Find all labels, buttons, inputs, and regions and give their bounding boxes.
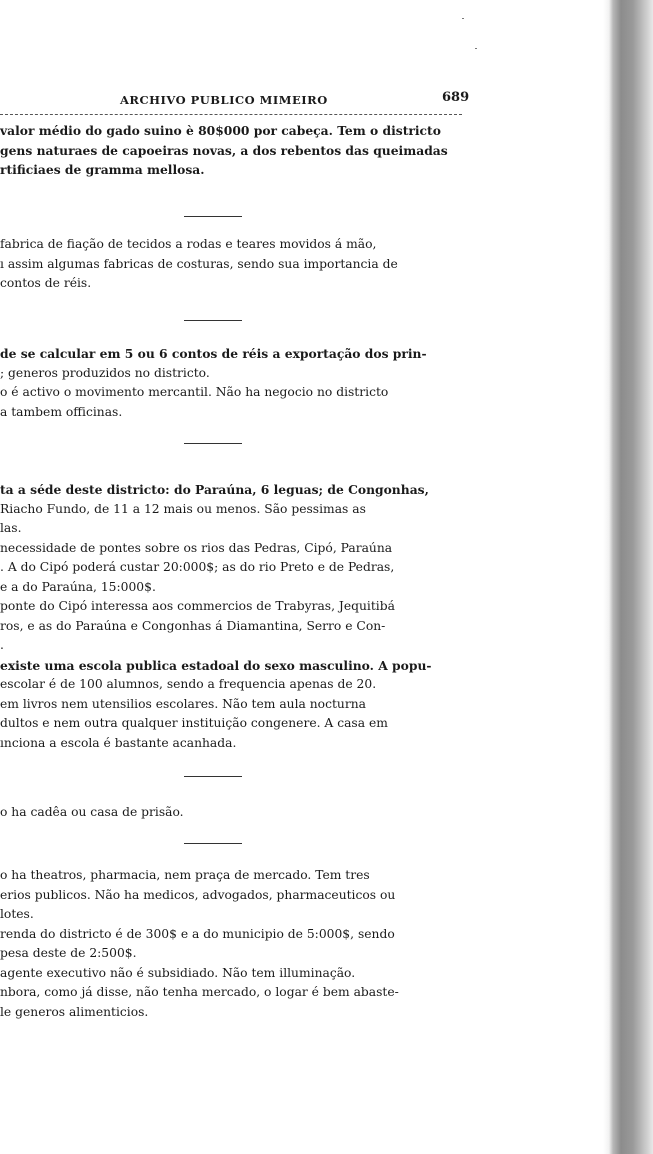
text-line: Riacho Fundo, de 11 a 12 mais ou menos. São pessimas as bbox=[0, 501, 366, 516]
section-separator bbox=[184, 776, 242, 777]
text-line: . bbox=[0, 638, 4, 652]
text-line: nbora, como já disse, não tenha mercado, o logar é bem abaste- bbox=[0, 985, 399, 999]
paragraph-livestock bbox=[0, 121, 470, 180]
paragraph-roads-schools bbox=[0, 480, 470, 753]
text-line: le generos alimenticios. bbox=[0, 1004, 149, 1019]
text-line: em livros nem utensilios escolares. Não tem aula nocturna bbox=[0, 696, 366, 711]
text-line: rtificiaes de gramma mellosa. bbox=[0, 162, 205, 177]
text-line: o ha theatros, pharmacia, nem praça de mercado. Tem tres bbox=[0, 868, 370, 882]
header-rule bbox=[0, 114, 462, 115]
paragraph-industry bbox=[0, 235, 470, 294]
text-line: ponte do Cipó interessa aos commercios de Trabyras, Jequitibá bbox=[0, 599, 395, 613]
section-separator bbox=[184, 320, 242, 321]
running-header-title: ARCHIVO PUBLICO MIMEIRO bbox=[120, 93, 328, 107]
section-separator bbox=[184, 216, 242, 217]
text-line: . A do Cipó poderá custar 20:000$; as do rio Preto e de Pedras, bbox=[0, 560, 395, 574]
text-line: ı assim algumas fabricas de costuras, sendo sua importancia de bbox=[0, 256, 398, 271]
text-line: fabrica de fiação de tecidos a rodas e teares movidos á mão, bbox=[0, 237, 377, 251]
text-line: dultos e nem outra qualquer instituição congenere. A casa em bbox=[0, 716, 388, 730]
section-separator bbox=[184, 443, 242, 444]
text-line: de se calcular em 5 ou 6 contos de réis a exportação dos prin- bbox=[0, 346, 427, 361]
text-line: o é activo o movimento mercantil. Não ha negocio no districto bbox=[0, 385, 389, 399]
text-line: pesa deste de 2:500$. bbox=[0, 946, 137, 960]
text-line: renda do districto é de 300$ e a do municipio de 5:000$, sendo bbox=[0, 926, 395, 941]
text-line: a tambem officinas. bbox=[0, 404, 123, 419]
text-line: ros, e as do Paraúna e Congonhas á Diamantina, Serro e Con- bbox=[0, 618, 386, 633]
text-line: ta a séde deste districto: do Paraúna, 6 leguas; de Congonhas, bbox=[0, 482, 429, 497]
text-line: o ha cadêa ou casa de prisão. bbox=[0, 805, 184, 819]
paragraph-public-services bbox=[0, 866, 470, 1022]
text-line: gens naturaes de capoeiras novas, a dos rebentos das queimadas bbox=[0, 142, 448, 158]
speck-mark bbox=[462, 18, 464, 19]
page-binding-shadow bbox=[603, 0, 653, 1154]
paragraph-commerce bbox=[0, 344, 470, 422]
text-line: agente executivo não é subsidiado. Não tem illuminação. bbox=[0, 965, 356, 980]
text-line: erios publicos. Não ha medicos, advogados, pharmaceuticos ou bbox=[0, 887, 396, 902]
text-line: necessidade de pontes sobre os rios das Pedras, Cipó, Paraúna bbox=[0, 540, 393, 555]
text-line: e a do Paraúna, 15:000$. bbox=[0, 579, 156, 594]
text-line: ınciona a escola é bastante acanhada. bbox=[0, 735, 237, 750]
text-line: contos de réis. bbox=[0, 276, 92, 290]
speck-mark bbox=[475, 48, 477, 49]
paragraph-prison bbox=[0, 803, 470, 823]
text-line: las. bbox=[0, 521, 22, 535]
text-line: lotes. bbox=[0, 907, 34, 921]
text-line: existe uma escola publica estadoal do sexo masculino. A popu- bbox=[0, 657, 432, 673]
section-separator bbox=[184, 843, 242, 844]
text-line: ; generos produzidos no districto. bbox=[0, 365, 210, 380]
text-line: valor médio do gado suino è 80$000 por cabeça. Tem o districto bbox=[0, 123, 441, 138]
page-number: 689 bbox=[442, 90, 470, 105]
text-line: escolar é de 100 alumnos, sendo a frequencia apenas de 20. bbox=[0, 677, 377, 691]
